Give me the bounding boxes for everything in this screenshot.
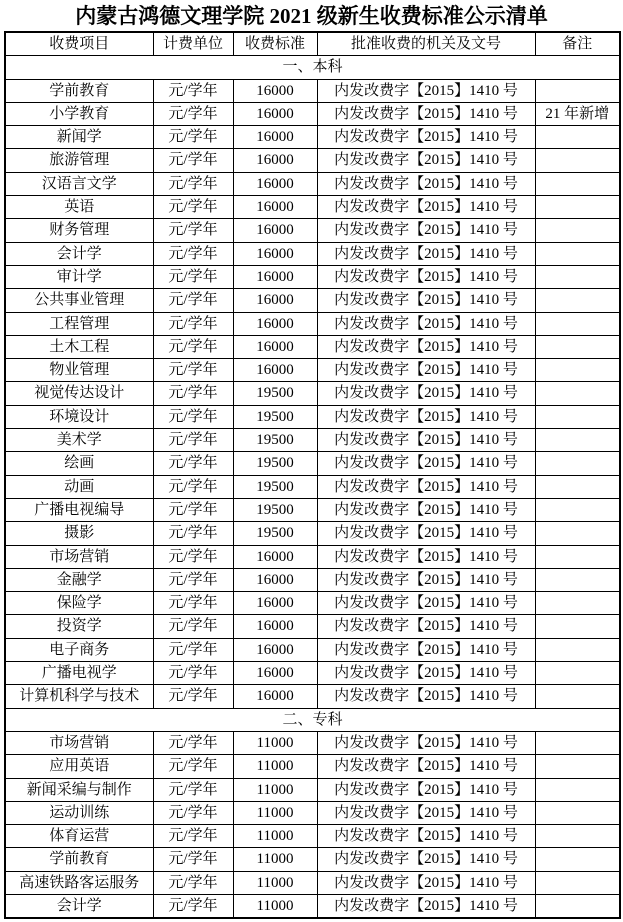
header-row [5,32,620,56]
cell-note [535,196,620,219]
cell-note [535,848,620,871]
cell-note [535,615,620,638]
fee-row [5,312,620,335]
cell-authority: 内发改费字【2015】1410 号 [317,126,535,149]
cell-price: 16000 [233,335,317,358]
cell-item: 保险学 [5,592,153,615]
cell-item: 美术学 [5,429,153,452]
cell-item: 学前教育 [5,848,153,871]
fee-row [5,778,620,801]
cell-authority: 内发改费字【2015】1410 号 [317,265,535,288]
cell-item: 物业管理 [5,359,153,382]
cell-unit: 元/学年 [153,848,233,871]
section-row [5,708,620,731]
fee-row [5,265,620,288]
cell-item: 审计学 [5,265,153,288]
cell-price: 19500 [233,429,317,452]
cell-price: 11000 [233,755,317,778]
cell-authority: 内发改费字【2015】1410 号 [317,335,535,358]
cell-item: 公共事业管理 [5,289,153,312]
cell-price: 11000 [233,825,317,848]
cell-unit: 元/学年 [153,894,233,918]
fee-row [5,289,620,312]
cell-item: 计算机科学与技术 [5,685,153,708]
cell-price: 16000 [233,359,317,382]
cell-note [535,475,620,498]
cell-authority: 内发改费字【2015】1410 号 [317,149,535,172]
cell-item: 学前教育 [5,79,153,102]
cell-item: 摄影 [5,522,153,545]
cell-note [535,289,620,312]
fee-row [5,382,620,405]
cell-note [535,265,620,288]
fee-row [5,498,620,521]
cell-authority: 内发改费字【2015】1410 号 [317,289,535,312]
cell-note [535,592,620,615]
cell-note [535,359,620,382]
cell-note [535,498,620,521]
cell-price: 16000 [233,149,317,172]
cell-authority: 内发改费字【2015】1410 号 [317,778,535,801]
cell-item: 市场营销 [5,731,153,754]
cell-price: 11000 [233,801,317,824]
fee-row [5,848,620,871]
cell-item: 工程管理 [5,312,153,335]
fee-row [5,638,620,661]
cell-item: 金融学 [5,568,153,591]
fee-row [5,545,620,568]
column-header-unit: 计费单位 [153,32,233,56]
cell-price: 16000 [233,545,317,568]
cell-unit: 元/学年 [153,429,233,452]
cell-unit: 元/学年 [153,475,233,498]
cell-unit: 元/学年 [153,359,233,382]
cell-item: 绘画 [5,452,153,475]
cell-price: 16000 [233,568,317,591]
fee-row [5,359,620,382]
cell-unit: 元/学年 [153,615,233,638]
cell-unit: 元/学年 [153,79,233,102]
cell-authority: 内发改费字【2015】1410 号 [317,196,535,219]
section-label: 一、本科 [5,56,620,79]
cell-unit: 元/学年 [153,568,233,591]
cell-price: 16000 [233,638,317,661]
cell-note [535,801,620,824]
fee-table [4,31,621,919]
cell-unit: 元/学年 [153,405,233,428]
fee-row [5,592,620,615]
cell-price: 16000 [233,265,317,288]
fee-row [5,196,620,219]
cell-item: 会计学 [5,242,153,265]
cell-item: 广播电视学 [5,662,153,685]
fee-row [5,219,620,242]
cell-item: 新闻采编与制作 [5,778,153,801]
cell-unit: 元/学年 [153,545,233,568]
cell-note [535,405,620,428]
cell-authority: 内发改费字【2015】1410 号 [317,219,535,242]
cell-note [535,755,620,778]
cell-authority: 内发改费字【2015】1410 号 [317,79,535,102]
cell-note [535,545,620,568]
cell-authority: 内发改费字【2015】1410 号 [317,312,535,335]
cell-authority: 内发改费字【2015】1410 号 [317,405,535,428]
cell-item: 汉语言文学 [5,172,153,195]
cell-item: 动画 [5,475,153,498]
cell-authority: 内发改费字【2015】1410 号 [317,894,535,918]
cell-price: 19500 [233,452,317,475]
document-title: 内蒙古鸿德文理学院 2021 级新生收费标准公示清单 [75,4,548,28]
cell-authority: 内发改费字【2015】1410 号 [317,825,535,848]
section-label: 二、专科 [5,708,620,731]
cell-item: 广播电视编导 [5,498,153,521]
cell-price: 11000 [233,894,317,918]
cell-unit: 元/学年 [153,126,233,149]
fee-row [5,615,620,638]
cell-price: 11000 [233,731,317,754]
cell-item: 电子商务 [5,638,153,661]
cell-price: 19500 [233,498,317,521]
cell-unit: 元/学年 [153,102,233,125]
cell-authority: 内发改费字【2015】1410 号 [317,242,535,265]
cell-item: 市场营销 [5,545,153,568]
cell-item: 环境设计 [5,405,153,428]
cell-unit: 元/学年 [153,196,233,219]
cell-note [535,429,620,452]
cell-unit: 元/学年 [153,638,233,661]
cell-note [535,778,620,801]
cell-unit: 元/学年 [153,685,233,708]
cell-price: 16000 [233,685,317,708]
cell-price: 19500 [233,405,317,428]
cell-note [535,825,620,848]
cell-authority: 内发改费字【2015】1410 号 [317,522,535,545]
cell-item: 财务管理 [5,219,153,242]
cell-item: 旅游管理 [5,149,153,172]
cell-price: 16000 [233,242,317,265]
cell-price: 11000 [233,848,317,871]
cell-unit: 元/学年 [153,871,233,894]
cell-price: 16000 [233,219,317,242]
fee-row [5,801,620,824]
cell-authority: 内发改费字【2015】1410 号 [317,615,535,638]
cell-unit: 元/学年 [153,755,233,778]
fee-row [5,102,620,125]
cell-unit: 元/学年 [153,335,233,358]
cell-item: 投资学 [5,615,153,638]
cell-unit: 元/学年 [153,778,233,801]
cell-note [535,452,620,475]
cell-unit: 元/学年 [153,242,233,265]
cell-authority: 内发改费字【2015】1410 号 [317,498,535,521]
cell-note [535,662,620,685]
cell-unit: 元/学年 [153,662,233,685]
column-header-price: 收费标准 [233,32,317,56]
cell-price: 16000 [233,289,317,312]
cell-authority: 内发改费字【2015】1410 号 [317,102,535,125]
cell-price: 16000 [233,102,317,125]
cell-unit: 元/学年 [153,731,233,754]
cell-note: 21 年新增 [535,102,620,125]
cell-price: 11000 [233,778,317,801]
fee-row [5,452,620,475]
fee-table-body [5,56,620,918]
fee-row [5,405,620,428]
cell-item: 体育运营 [5,825,153,848]
cell-note [535,79,620,102]
cell-unit: 元/学年 [153,382,233,405]
fee-row [5,475,620,498]
cell-price: 16000 [233,126,317,149]
section-row [5,56,620,79]
cell-item: 土木工程 [5,335,153,358]
fee-row [5,871,620,894]
fee-row [5,662,620,685]
cell-authority: 内发改费字【2015】1410 号 [317,429,535,452]
cell-authority: 内发改费字【2015】1410 号 [317,848,535,871]
fee-row [5,568,620,591]
column-header-item: 收费项目 [5,32,153,56]
cell-note [535,172,620,195]
fee-row [5,126,620,149]
cell-authority: 内发改费字【2015】1410 号 [317,801,535,824]
cell-item: 新闻学 [5,126,153,149]
cell-price: 16000 [233,592,317,615]
cell-unit: 元/学年 [153,522,233,545]
cell-authority: 内发改费字【2015】1410 号 [317,638,535,661]
cell-price: 16000 [233,312,317,335]
fee-row [5,755,620,778]
cell-item: 会计学 [5,894,153,918]
fee-row [5,429,620,452]
cell-authority: 内发改费字【2015】1410 号 [317,685,535,708]
cell-item: 英语 [5,196,153,219]
cell-authority: 内发改费字【2015】1410 号 [317,475,535,498]
column-header-authority: 批准收费的机关及文号 [317,32,535,56]
cell-authority: 内发改费字【2015】1410 号 [317,662,535,685]
cell-note [535,871,620,894]
cell-unit: 元/学年 [153,219,233,242]
cell-price: 19500 [233,522,317,545]
cell-item: 应用英语 [5,755,153,778]
cell-authority: 内发改费字【2015】1410 号 [317,871,535,894]
fee-row [5,731,620,754]
cell-authority: 内发改费字【2015】1410 号 [317,755,535,778]
cell-authority: 内发改费字【2015】1410 号 [317,545,535,568]
fee-row [5,825,620,848]
cell-note [535,312,620,335]
cell-authority: 内发改费字【2015】1410 号 [317,172,535,195]
cell-unit: 元/学年 [153,592,233,615]
cell-note [535,522,620,545]
cell-item: 高速铁路客运服务 [5,871,153,894]
cell-authority: 内发改费字【2015】1410 号 [317,452,535,475]
fee-row [5,149,620,172]
cell-item: 小学教育 [5,102,153,125]
cell-price: 16000 [233,79,317,102]
cell-item: 视觉传达设计 [5,382,153,405]
cell-unit: 元/学年 [153,265,233,288]
cell-price: 19500 [233,475,317,498]
cell-price: 16000 [233,172,317,195]
cell-note [535,242,620,265]
cell-price: 16000 [233,196,317,219]
fee-row [5,522,620,545]
cell-authority: 内发改费字【2015】1410 号 [317,568,535,591]
cell-authority: 内发改费字【2015】1410 号 [317,592,535,615]
cell-item: 运动训练 [5,801,153,824]
cell-unit: 元/学年 [153,452,233,475]
cell-authority: 内发改费字【2015】1410 号 [317,382,535,405]
cell-authority: 内发改费字【2015】1410 号 [317,359,535,382]
fee-row [5,894,620,918]
cell-price: 19500 [233,382,317,405]
cell-unit: 元/学年 [153,801,233,824]
cell-note [535,335,620,358]
fee-row [5,242,620,265]
fee-row [5,335,620,358]
cell-unit: 元/学年 [153,149,233,172]
cell-authority: 内发改费字【2015】1410 号 [317,731,535,754]
cell-unit: 元/学年 [153,312,233,335]
cell-note [535,219,620,242]
cell-price: 11000 [233,871,317,894]
cell-note [535,382,620,405]
cell-note [535,568,620,591]
cell-note [535,638,620,661]
column-header-note: 备注 [535,32,620,56]
cell-unit: 元/学年 [153,289,233,312]
fee-row [5,685,620,708]
fee-row [5,172,620,195]
cell-note [535,685,620,708]
cell-unit: 元/学年 [153,498,233,521]
cell-price: 16000 [233,662,317,685]
cell-unit: 元/学年 [153,172,233,195]
fee-row [5,79,620,102]
cell-unit: 元/学年 [153,825,233,848]
cell-note [535,149,620,172]
cell-note [535,126,620,149]
cell-price: 16000 [233,615,317,638]
cell-note [535,731,620,754]
cell-note [535,894,620,918]
